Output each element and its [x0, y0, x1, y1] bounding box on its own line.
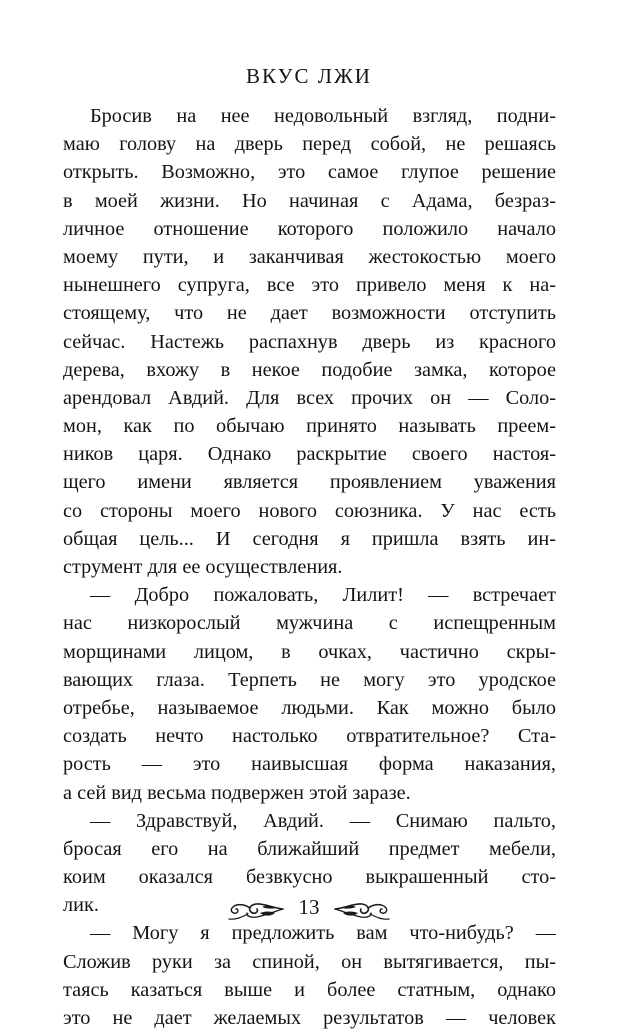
text-line: Бросив на нее недовольный взгляд, подни-: [90, 105, 556, 127]
text-line: моему пути, и заканчивая жестокостью моего: [63, 245, 556, 268]
text-line: общая цель... И сегодня я пришла взять ин-: [63, 527, 556, 550]
text-line: ников царя. Однако раскрытие своего настоя-: [63, 443, 556, 466]
running-header: ВКУС ЛЖИ: [246, 64, 372, 88]
text-line: щего имени является проявлением уважения: [63, 471, 556, 494]
text-line: — Могу я предложить вам что-нибудь? —: [90, 922, 556, 945]
text-line: коим оказался безвкусно выкрашенный сто-: [63, 866, 556, 889]
text-line: а сей вид весьма подвержен этой заразе.: [63, 781, 411, 804]
ornament-left-icon: [226, 899, 284, 925]
text-line: рость — это наивысшая форма наказания,: [63, 753, 556, 776]
text-line: морщинами лицом, в очках, частично скры-: [63, 640, 556, 663]
page-footer: [0, 893, 618, 929]
text-line: струмент для ее осуществления.: [63, 556, 343, 578]
text-line: — Добро пожаловать, Лилит! — встречает: [90, 584, 556, 607]
text-line: создать нечто настолько отвратительное? Ста-: [63, 725, 556, 748]
text-line: отребье, называемое людьми. Как можно было: [63, 696, 556, 719]
text-line: нынешнего супруга, все это привело меня к на-: [63, 274, 556, 297]
paragraph-2: [63, 581, 556, 807]
text-line: мон, как по обычаю принято называть преем-: [63, 415, 556, 438]
text-line: вающих глаза. Терпеть не могу это уродское: [63, 668, 556, 691]
text-line: со стороны моего нового союзника. У нас есть: [63, 499, 556, 522]
text-line: бросая его на ближайший предмет мебели,: [63, 837, 556, 860]
text-line: сейчас. Настежь распахнув дверь из красного: [63, 330, 556, 353]
text-line: открыть. Возможно, это самое глупое решение: [63, 161, 556, 184]
text-line: Сложив руки за спиной, он вытягивается, пы-: [63, 950, 556, 973]
page-number: 13: [298, 895, 320, 919]
text-line: таясь казаться выше и более статным, однако: [63, 978, 556, 1001]
text-line: — Здравствуй, Авдий. — Снимаю пальто,: [90, 809, 556, 832]
text-line: в моей жизни. Но начиная с Адама, безраз-: [63, 189, 556, 212]
text-line: лик.: [63, 894, 99, 917]
text-line: нас низкорослый мужчина с испещренным: [63, 612, 556, 635]
ornament-right-icon: [334, 899, 392, 925]
paragraph-4: [63, 919, 556, 1032]
text-line: дерева, вхожу в некое подобие замка, которое: [63, 358, 556, 381]
text-line: стоящему, что не дает возможности отступить: [63, 302, 556, 325]
text-line: арендовал Авдий. Для всех прочих он — Соло-: [63, 386, 556, 409]
text-line: маю голову на дверь перед собой, не решаясь: [63, 133, 556, 156]
paragraph-1: [63, 102, 556, 581]
text-line: это не дает желаемых результатов — человек: [63, 1007, 556, 1029]
text-line: личное отношение которого положило начало: [63, 217, 556, 240]
